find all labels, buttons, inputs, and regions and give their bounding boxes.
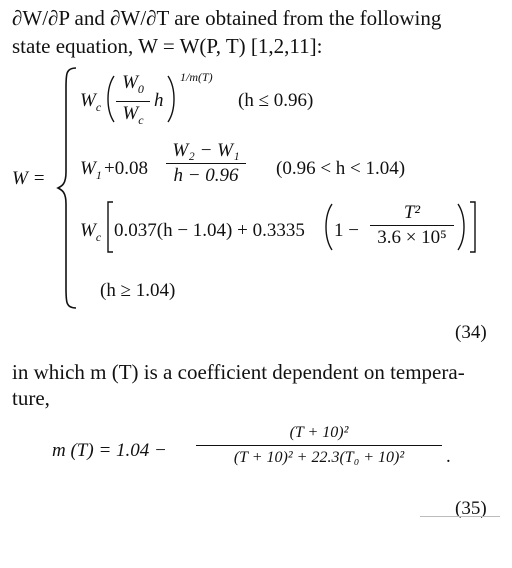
case1-paren-left [104, 74, 116, 124]
middle-line-2: ture, [12, 386, 50, 410]
eq34-number: (34) [455, 322, 487, 343]
case3-coef-sub: c [95, 229, 102, 244]
eq34-lhs: W = [12, 168, 46, 189]
case1-h: h [154, 90, 164, 111]
case1-coef: W [80, 90, 96, 111]
case3-condition: (h ≥ 1.04) [100, 280, 176, 301]
case3-coef: W [80, 220, 96, 241]
case3-paren-left [322, 202, 334, 252]
intro-line-2: state equation, W = W(P, T) [1,2,11]: [12, 34, 323, 58]
middle-line-1: in which m (T) is a coefficient dependent on tempera- [12, 360, 465, 384]
case2-plus: +0.08 [104, 158, 148, 179]
eq35-number: (35) [455, 498, 487, 519]
eq34-left-brace [56, 64, 80, 314]
case1-paren-right [166, 74, 178, 124]
case3-body: 0.037(h − 1.04) + 0.3335 [114, 220, 305, 241]
case1-condition: (h ≤ 0.96) [238, 90, 314, 111]
case3-one-minus: 1 − [334, 220, 359, 241]
case3-bracket-right [468, 200, 478, 254]
case2-lead: W [80, 158, 96, 179]
case2-lead-sub: 1 [95, 167, 102, 182]
eq34-case1 [80, 72, 380, 132]
case2-condition: (0.96 < h < 1.04) [276, 158, 406, 179]
eq35-fraction: (T + 10)² (T + 10)² + 22.3(T₀ + 10)² [196, 422, 442, 469]
case3-fraction: T² 3.6 × 10⁵ [370, 202, 454, 249]
case1-fraction: $W_0$ $W_c$ [116, 72, 150, 131]
case3-paren-right [456, 202, 468, 252]
case2-fraction: W₂ − W₁ h − 0.96 [166, 140, 246, 187]
eq35-tail: . [446, 446, 451, 467]
case1-exponent: 1/m(T) [180, 70, 213, 84]
case1-coef-sub: c [95, 99, 102, 114]
eq34-case2 [80, 140, 500, 190]
intro-line-1: ∂W/∂P and ∂W/∂T are obtained from the following [12, 6, 442, 30]
footer-rule [420, 516, 500, 517]
eq34-case3 [80, 200, 500, 254]
eq35-lhs: m (T) = 1.04 − [52, 440, 167, 461]
